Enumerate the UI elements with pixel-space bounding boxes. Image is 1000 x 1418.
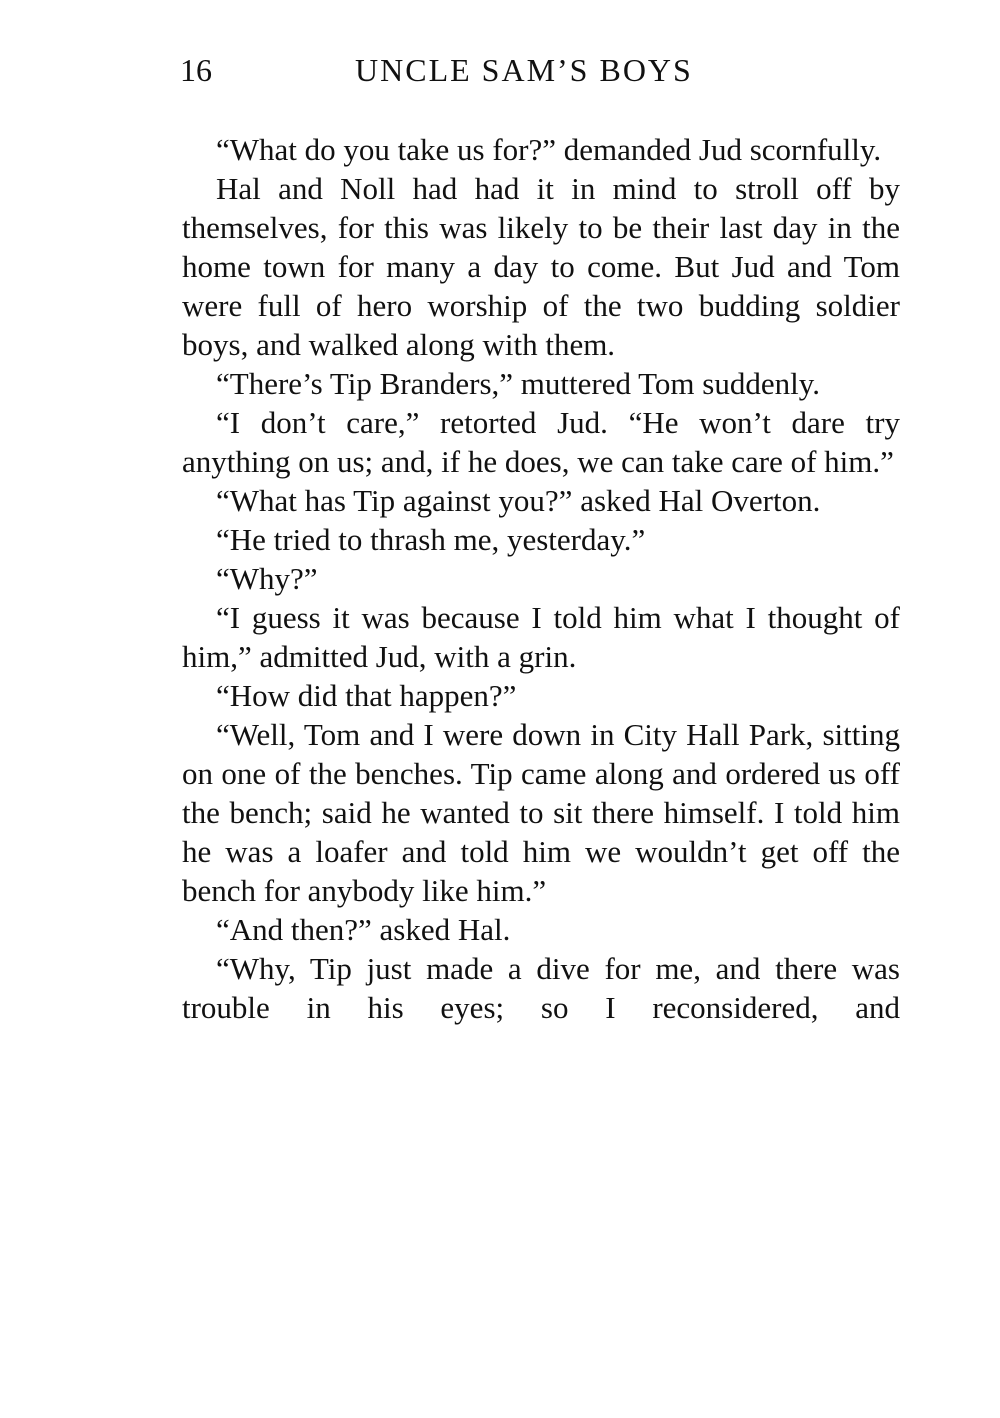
running-head: UNCLE SAM’S BOYS — [355, 52, 693, 88]
page-header — [180, 48, 900, 92]
paragraph: Hal and Noll had had it in mind to stroll off by themselves, for this was likely to be their last day in the home town for many a day to come. But Jud and Tom were full of hero worship of the two budding soldier boys, and walked along with them. — [182, 171, 900, 362]
paragraph: “There’s Tip Branders,” muttered Tom suddenly. — [216, 366, 820, 401]
paragraph: “Well, Tom and I were down in City Hall Park, sitting on one of the benches. Tip came along and ordered us off the bench; said he wanted to sit there himself. I told him he was a loafer and told him we wouldn’t get off the bench for anybody like him.” — [182, 717, 900, 908]
paragraph: “He tried to thrash me, yesterday.” — [216, 522, 646, 557]
paragraph: “I don’t care,” retorted Jud. “He won’t dare try anything on us; and, if he does, we can take care of him.” — [182, 405, 900, 479]
paragraph: “How did that happen?” — [216, 678, 517, 713]
paragraph: “Why, Tip just made a dive for me, and there was trouble in his eyes; so I reconsidered, and — [182, 951, 900, 1025]
paragraph: “I guess it was because I told him what I thought of him,” admitted Jud, with a grin. — [182, 600, 900, 674]
paragraph: “What do you take us for?” demanded Jud scornfully. — [216, 132, 882, 167]
paragraph: “What has Tip against you?” asked Hal Overton. — [216, 483, 821, 518]
page-number: 16 — [180, 52, 212, 88]
paragraph: “Why?” — [216, 561, 318, 596]
body-text — [182, 130, 900, 1027]
paragraph: “And then?” asked Hal. — [216, 912, 511, 947]
